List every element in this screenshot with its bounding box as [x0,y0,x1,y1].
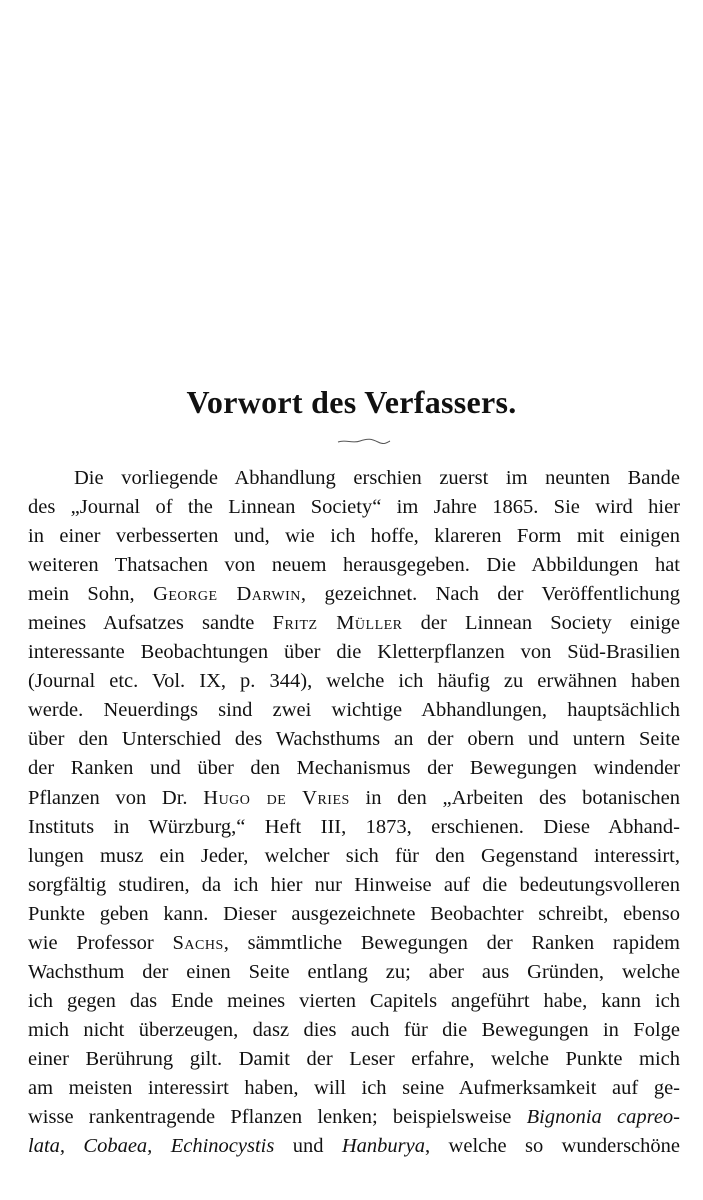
text-line: Instituts in Würzburg,“ Heft III, 1873, erschienen. Diese Abhand- [28,815,680,838]
text-line: wie Professor Sachs, sämmtliche Bewegungen der Ranken rapidem [28,931,680,954]
text-line: der Ranken und über den Mechanismus der Bewegungen windender [28,757,680,780]
text-line: über den Unterschied des Wachsthums an der obern und untern Seite [28,728,680,751]
text-line: Pflanzen von Dr. Hugo de Vries in den „Arbeiten des botanischen [28,786,680,809]
text-line: einer Berührung gilt. Damit der Leser erfahre, welche Punkte mich [28,1047,680,1070]
text-line: in einer verbesserten und, wie ich hoffe, klareren Form mit einigen [28,525,680,548]
title-ornament-divider [336,436,392,446]
text-line: Punkte geben kann. Dieser ausgezeichnete Beobachter schreibt, ebenso [28,902,680,925]
chapter-title: Vorwort des Verfassers. [186,384,517,420]
person-name: George Darwin [153,583,301,606]
text-line: interessante Beobachtungen über die Kletterpflanzen von Süd-Brasilien [28,641,680,664]
text-line: werde. Neuerdings sind zwei wichtige Abhandlungen, hauptsächlich [28,699,680,722]
plant-name: lata, Cobaea, Echinocystis [28,1135,275,1158]
text-line: ich gegen das Ende meines vierten Capitels angeführt habe, kann ich [28,989,680,1012]
text-line: (Journal etc. Vol. IX, p. 344), welche ich häufig zu erwähnen haben [28,670,680,693]
text-line: sorgfältig studiren, da ich hier nur Hinweise auf die bedeutungsvolleren [28,873,680,896]
text-line: Die vorliegende Abhandlung erschien zuerst im neunten Bande [74,467,680,489]
text-line: meines Aufsatzes sandte Fritz Müller der Linnean Society einige [28,612,680,635]
text-line: lungen musz ein Jeder, welcher sich für den Gegenstand interessirt, [28,844,680,867]
text-line: lata, Cobaea, Echinocystis und Hanburya, welche so wunderschöne [28,1135,680,1158]
text-line: weiteren Thatsachen von neuem herausgegeben. Die Abbildungen hat [28,554,680,577]
text-line: am meisten interessirt haben, will ich seine Aufmerksamkeit auf ge- [28,1076,680,1099]
text-line: mich nicht überzeugen, dasz dies auch für die Bewegungen in Folge [28,1018,680,1041]
text-line: des „Journal of the Linnean Society“ im Jahre 1865. Sie wird hier [28,496,680,519]
text-line: wisse rankentragende Pflanzen lenken; beispielsweise Bignonia capreo- [28,1106,680,1129]
plant-name: Hanburya [341,1135,426,1158]
person-name: Hugo de Vries [203,786,350,809]
text-line: mein Sohn, George Darwin, gezeichnet. Nach der Veröffentlichung [28,583,680,606]
text-line: Wachsthum der einen Seite entlang zu; aber aus Gründen, welche [28,960,680,983]
preface-text [28,464,680,1161]
person-name: Fritz Müller [272,612,403,635]
plant-name: Bignonia capreo- [526,1106,680,1129]
person-name: Sachs [172,931,224,954]
